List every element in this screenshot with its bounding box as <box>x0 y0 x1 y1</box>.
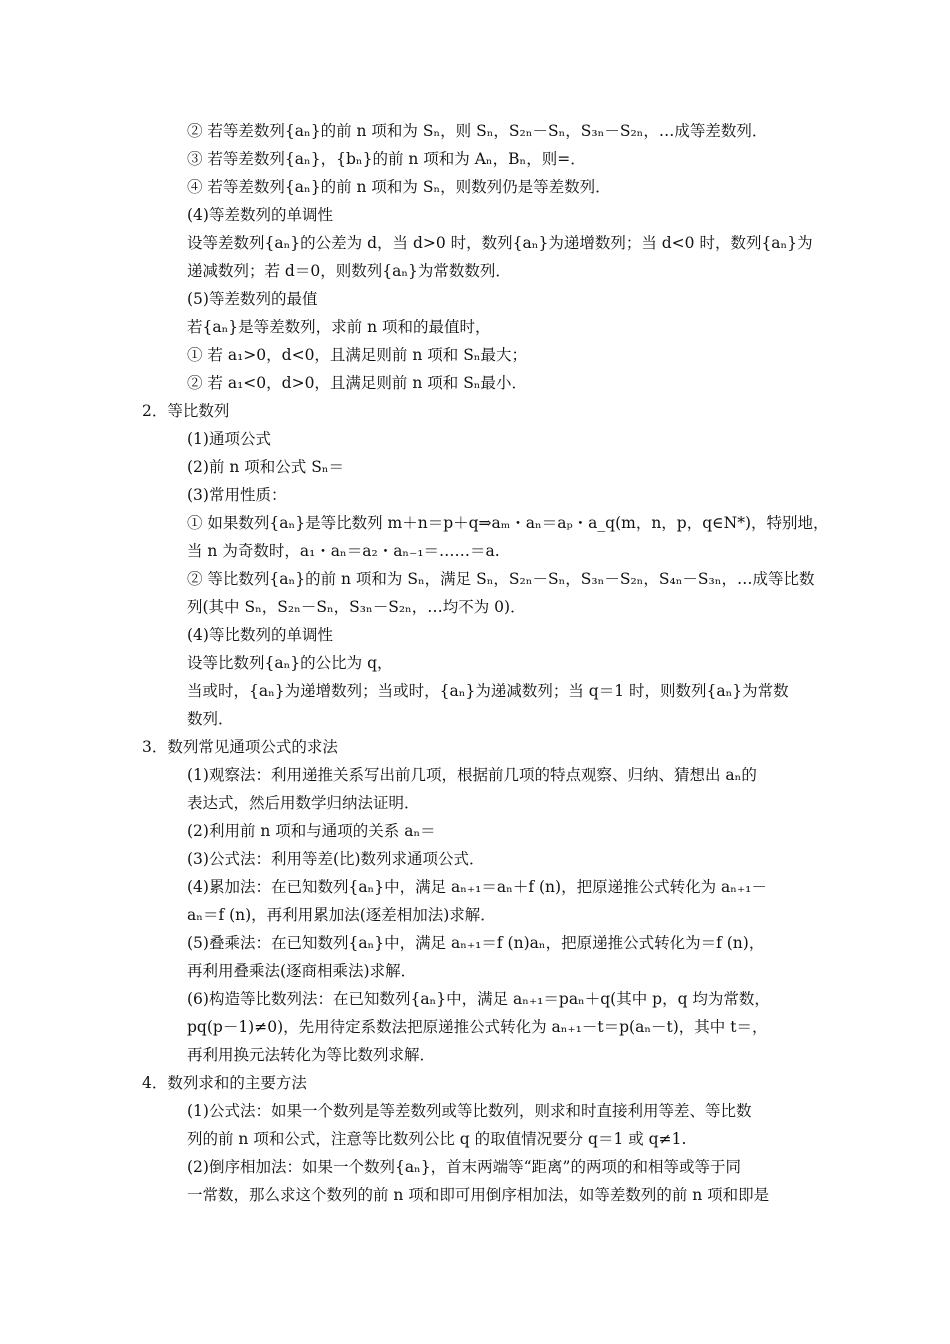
text-line: (2)前 n 项和公式 Sₙ＝ <box>187 458 345 476</box>
text-line: (1)观察法：利用递推关系写出前几项，根据前几项的特点观察、归纳、猜想出 aₙ的 <box>187 766 757 784</box>
text-line: (4)累加法：在已知数列{aₙ}中，满足 aₙ₊₁＝aₙ＋f (n)，把原递推公式转化为 aₙ₊₁－ <box>187 878 767 896</box>
text-line: ① 如果数列{aₙ}是等比数列 m＋n＝p＋q⇒aₘ・aₙ＝aₚ・a_q(m，n，p，q∈N*)，特别地， <box>187 514 829 532</box>
text-line: 设等比数列{aₙ}的公比为 q， <box>187 654 393 672</box>
text-line: pq(p－1)≠0)，先用待定系数法把原递推公式转化为 aₙ₊₁－t＝p(aₙ－t)，其中 t＝， <box>187 1018 768 1036</box>
text-line: 当 n 为奇数时，a₁・aₙ＝a₂・aₙ₋₁＝……＝a. <box>187 542 500 560</box>
text-line: 当或时，{aₙ}为递增数列；当或时，{aₙ}为递减数列；当 q＝1 时，则数列{aₙ}为常数 <box>187 682 789 700</box>
text-line: (4)等比数列的单调性 <box>187 626 333 644</box>
text-line: 表达式，然后用数学归纳法证明． <box>187 794 420 812</box>
text-line: 列(其中 Sₙ，S₂ₙ－Sₙ，S₃ₙ－S₂ₙ，…均不为 0)． <box>187 598 526 616</box>
text-line: (1)通项公式 <box>187 430 271 448</box>
text-line: (1)公式法：如果一个数列是等差数列或等比数列，则求和时直接利用等差、等比数 <box>187 1102 752 1120</box>
text-line: 再利用叠乘法(逐商相乘法)求解． <box>187 962 417 980</box>
section-heading: 3．数列常见通项公式的求法 <box>142 738 338 756</box>
text-line: 递减数列；若 d＝0，则数列{aₙ}为常数数列． <box>187 262 511 280</box>
section-heading: 2．等比数列 <box>142 402 230 420</box>
text-line: ② 等比数列{aₙ}的前 n 项和为 Sₙ，满足 Sₙ，S₂ₙ－Sₙ，S₃ₙ－S₂ₙ，S₄ₙ－S₃ₙ，…成等比数 <box>187 570 815 588</box>
text-line: (3)常用性质： <box>187 486 287 504</box>
text-line: ② 若 a₁<0，d>0，且满足则前 n 项和 Sₙ最小． <box>187 374 528 392</box>
text-line: ② 若等差数列{aₙ}的前 n 项和为 Sₙ，则 Sₙ，S₂ₙ－Sₙ，S₃ₙ－S₂ₙ，…成等差数列． <box>187 122 768 140</box>
text-line: 若{aₙ}是等差数列，求前 n 项和的最值时， <box>187 318 491 336</box>
text-line: 列的前 n 项和公式，注意等比数列公比 q 的取值情况要分 q＝1 或 q≠1. <box>187 1130 687 1148</box>
section-heading: 4．数列求和的主要方法 <box>142 1074 307 1092</box>
text-line: ③ 若等差数列{aₙ}，{bₙ}的前 n 项和为 Aₙ，Bₙ，则=． <box>187 150 586 168</box>
text-line: (5)等差数列的最值 <box>187 290 318 308</box>
text-line: ④ 若等差数列{aₙ}的前 n 项和为 Sₙ，则数列仍是等差数列． <box>187 178 611 196</box>
text-line: 数列． <box>187 710 234 728</box>
text-line: (5)叠乘法：在已知数列{aₙ}中，满足 aₙ₊₁＝f (n)aₙ，把原递推公式转化为＝f (n)， <box>187 934 765 952</box>
text-line: (2)利用前 n 项和与通项的关系 aₙ＝ <box>187 822 436 840</box>
text-line: 再利用换元法转化为等比数列求解． <box>187 1046 436 1064</box>
text-line: 设等差数列{aₙ}的公差为 d，当 d>0 时，数列{aₙ}为递增数列；当 d<0 时，数列{aₙ}为 <box>187 234 813 252</box>
text-line: ① 若 a₁>0，d<0，且满足则前 n 项和 Sₙ最大； <box>187 346 528 364</box>
text-line: aₙ＝f (n)，再利用累加法(逐差相加法)求解． <box>187 906 496 924</box>
text-line: (2)倒序相加法：如果一个数列{aₙ}，首末两端等“距离”的两项的和相等或等于同 <box>187 1158 741 1176</box>
text-line: (4)等差数列的单调性 <box>187 206 333 224</box>
text-line: (6)构造等比数列法：在已知数列{aₙ}中，满足 aₙ₊₁＝paₙ＋q(其中 p，q 均为常数， <box>187 990 770 1008</box>
text-line: 一常数，那么求这个数列的前 n 项和即可用倒序相加法，如等差数列的前 n 项和即是 <box>187 1186 770 1204</box>
text-line: (3)公式法：利用等差(比)数列求通项公式． <box>187 850 485 868</box>
